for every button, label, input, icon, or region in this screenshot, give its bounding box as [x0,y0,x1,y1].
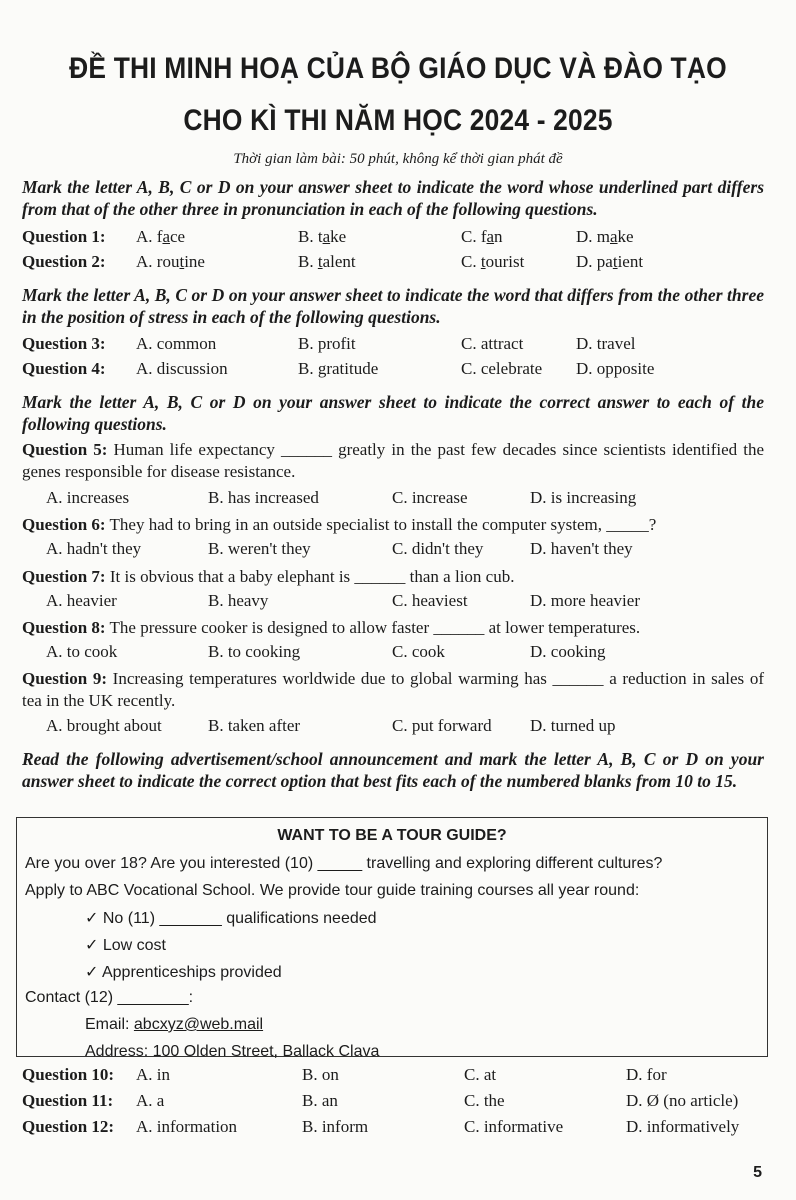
ad-bullet-1: ✓ No (11) _______ qualifications needed [85,910,377,927]
question-8-options [22,642,774,664]
option-d[interactable]: D. haven't they [530,539,633,558]
option-a[interactable]: A. information [136,1117,238,1136]
ad-line-2: Apply to ABC Vocational School. We provide tour guide training courses all year round: [25,882,640,899]
option-b[interactable]: B. taken after [208,716,301,735]
option-b[interactable]: B. inform [302,1117,369,1136]
option-b[interactable]: B. to cooking [208,642,301,661]
option-c[interactable]: C. the [464,1091,505,1110]
option-a[interactable]: A. discussion [136,359,228,378]
question-label: Question 2: [22,252,106,271]
option-a[interactable]: A. heavier [46,591,117,610]
option-d[interactable]: D. more heavier [530,591,640,610]
question-9-options [22,716,774,738]
option-c[interactable]: C. didn't they [392,539,484,558]
question-12 [22,1117,774,1139]
option-a[interactable]: A. common [136,334,217,353]
option-b[interactable]: B. profit [298,334,356,353]
option-b[interactable]: B. has increased [208,488,319,507]
question-1 [22,227,774,249]
question-11 [22,1091,774,1113]
question-8-text: Question 8: The pressure cooker is designed to allow faster ______ at lower temperatures. [22,618,641,637]
ad-email: Email: abcxyz@web.mail [85,1016,264,1033]
option-c[interactable]: C. attract [461,334,524,353]
option-a[interactable]: A. increases [46,488,130,507]
question-label: Question 3: [22,334,106,353]
option-a[interactable]: A. face [136,227,186,246]
page-number: 5 [753,1164,762,1181]
option-c[interactable]: C. cook [392,642,445,661]
instruction-pronunciation: Mark the letter A, B, C or D on your answer sheet to indicate the word whose underlined part differs from that of the other three in pronunciation in each of the following questions. [22,177,764,219]
ad-bullet-3: ✓ Apprenticeships provided [85,964,282,981]
option-d[interactable]: D. turned up [530,716,616,735]
option-c[interactable]: C. put forward [392,716,492,735]
option-c[interactable]: C. heaviest [392,591,468,610]
option-d[interactable]: D. opposite [576,359,655,378]
option-a[interactable]: A. routine [136,252,205,271]
option-c[interactable]: C. fan [461,227,503,246]
question-10 [22,1065,774,1087]
ad-address: Address: 100 Olden Street, Ballack Clava [85,1043,380,1060]
question-6-options [22,539,774,561]
instruction-reading: Read the following advertisement/school announcement and mark the letter A, B, C or D on your answer sheet to indicate the correct option that best fits each of the numbered blanks from 10 to 15. [22,749,764,791]
option-c[interactable]: C. increase [392,488,468,507]
option-c[interactable]: C. celebrate [461,359,543,378]
question-label: Question 1: [22,227,106,246]
ad-line-1: Are you over 18? Are you interested (10) _____ travelling and exploring different cultures? [25,855,663,872]
question-6-text: Question 6: They had to bring in an outside specialist to install the computer system, _____? [22,515,657,534]
option-b[interactable]: B. an [302,1091,338,1110]
instruction-correct-answer: Mark the letter A, B, C or D on your answer sheet to indicate the correct answer to each of the following questions. [22,392,764,434]
instruction-stress: Mark the letter A, B, C or D on your answer sheet to indicate the word that differs from the other three in the position of stress in each of the following questions. [22,285,764,327]
advertisement-box [16,817,768,1060]
question-label: Question 4: [22,359,106,378]
email-link[interactable]: abcxyz@web.mail [133,1016,264,1033]
question-7-options [22,591,774,613]
option-d[interactable]: D. travel [576,334,636,353]
exam-title-line-2: CHO KÌ THI NĂM HỌC 2024 - 2025 [183,104,613,137]
time-allowed: Thời gian làm bài: 50 phút, không kể thời gian phát đề [233,151,563,167]
question-2 [22,252,774,274]
question-label: Question 12: [22,1117,115,1136]
option-b[interactable]: B. take [298,227,347,246]
option-b[interactable]: B. weren't they [208,539,311,558]
option-b[interactable]: B. on [302,1065,339,1084]
option-d[interactable]: D. make [576,227,634,246]
option-a[interactable]: A. to cook [46,642,118,661]
question-label: Question 10: [22,1065,115,1084]
option-c[interactable]: C. tourist [461,252,525,271]
question-5-options [22,488,774,510]
question-9-text: Question 9: Increasing temperatures worldwide due to global warming has ______ a reduction in sales of tea in the UK recently. [22,669,764,710]
exam-title-line-1: ĐỀ THI MINH HOẠ CỦA BỘ GIÁO DỤC VÀ ĐÀO TẠO [69,52,727,85]
ad-contact: Contact (12) ________: [25,989,194,1006]
option-d[interactable]: D. informatively [626,1117,740,1136]
option-a[interactable]: A. hadn't they [46,539,142,558]
option-a[interactable]: A. brought about [46,716,162,735]
option-d[interactable]: D. is increasing [530,488,637,507]
option-b[interactable]: B. talent [298,252,356,271]
option-d[interactable]: D. patient [576,252,644,271]
option-a[interactable]: A. a [136,1091,165,1110]
option-d[interactable]: D. Ø (no article) [626,1091,739,1110]
option-c[interactable]: C. informative [464,1117,564,1136]
question-4 [22,359,774,381]
question-3 [22,334,774,356]
option-b[interactable]: B. heavy [208,591,269,610]
question-label: Question 11: [22,1091,114,1110]
ad-title: WANT TO BE A TOUR GUIDE? [277,827,507,844]
question-7-text: Question 7: It is obvious that a baby elephant is ______ than a lion cub. [22,567,515,586]
option-a[interactable]: A. in [136,1065,170,1084]
option-d[interactable]: D. for [626,1065,667,1084]
option-b[interactable]: B. gratitude [298,359,379,378]
question-5-text: Question 5: Human life expectancy ______ greatly in the past few decades since scientists identified the genes responsible for disease resistance. [22,440,764,481]
option-c[interactable]: C. at [464,1065,497,1084]
ad-bullet-2: ✓ Low cost [85,937,166,954]
option-d[interactable]: D. cooking [530,642,606,661]
